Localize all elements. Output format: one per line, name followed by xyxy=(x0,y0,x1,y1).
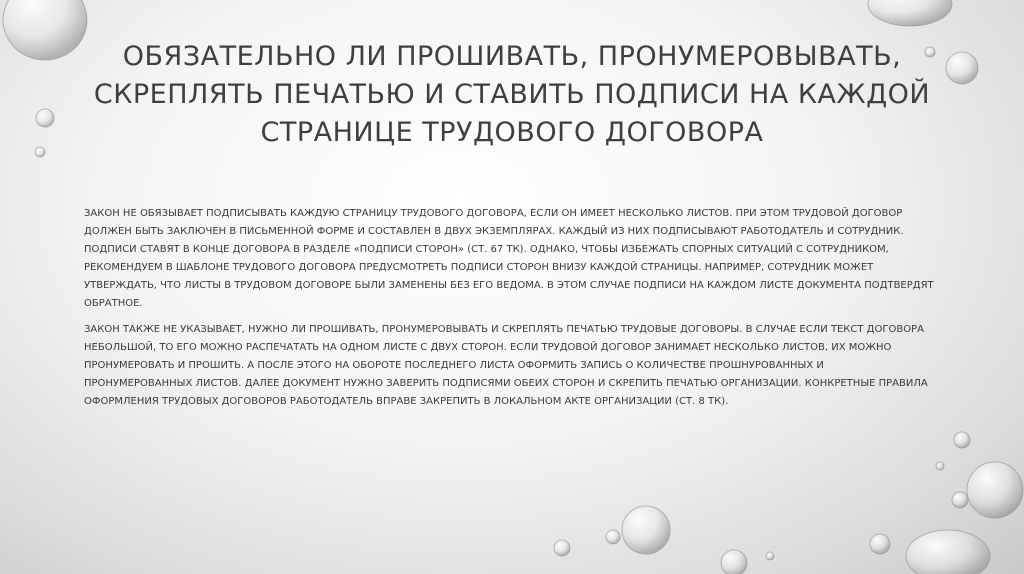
water-drop-icon xyxy=(870,534,890,554)
water-drop-icon xyxy=(868,0,952,26)
body-paragraph: ЗАКОН НЕ ОБЯЗЫВАЕТ ПОДПИСЫВАТЬ КАЖДУЮ СТРАНИЦУ ТРУДОВОГО ДОГОВОРА, ЕСЛИ ОН ИМЕЕТ НЕСКОЛЬКО ЛИСТОВ. ПРИ ЭТОМ ТРУДОВОЙ ДОГОВОР ДОЛЖЕН БЫТЬ ЗАКЛЮЧЕН В ПИСЬМЕННОЙ ФОРМЕ И СОСТАВЛЕН В ДВУХ ЭКЗЕМПЛЯРАХ. КАЖДЫЙ ИЗ НИХ ПОДПИСЫВАЮТ РАБОТОДАТЕЛЬ И СОТРУДНИК. ПОДПИСИ СТАВЯТ В КОНЦЕ ДОГОВОРА В РАЗДЕЛЕ «ПОДПИСИ СТОРОН» (СТ. 67 ТК). ОДНАКО, ЧТОБЫ ИЗБЕЖАТЬ СПОРНЫХ СИТУАЦИЙ С СОТРУДНИКОМ, РЕКОМЕНДУЕМ В ШАБЛОНЕ ТРУДОВОГО ДОГОВОРА ПРЕДУСМОТРЕТЬ ПОДПИСИ СТОРОН ВНИЗУ КАЖДОЙ СТРАНИЦЫ. НАПРИМЕР, СОТРУДНИК МОЖЕТ УТВЕРЖДАТЬ, ЧТО ЛИСТЫ В ТРУДОВОМ ДОГОВОРЕ БЫЛИ ЗАМЕНЕНЫ БЕЗ ЕГО ВЕДОМА. В ЭТОМ СЛУЧАЕ ПОДПИСИ НА КАЖДОМ ЛИСТЕ ДОКУМЕНТА ПОДТВЕРДЯТ ОБРАТНОЕ. xyxy=(84,208,934,309)
water-drop-icon xyxy=(606,530,620,544)
water-drop-icon xyxy=(936,462,944,470)
slide-body xyxy=(84,205,934,419)
water-drop-icon xyxy=(554,540,570,556)
slide-title: ОБЯЗАТЕЛЬНО ЛИ ПРОШИВАТЬ, ПРОНУМЕРОВЫВАТЬ, СКРЕПЛЯТЬ ПЕЧАТЬЮ И СТАВИТЬ ПОДПИСИ НА КАЖДОЙ СТРАНИЦЕ ТРУДОВОГО ДОГОВОРА xyxy=(93,41,931,148)
water-drop-icon xyxy=(36,109,54,127)
water-drop-icon xyxy=(952,492,968,508)
water-drop-icon xyxy=(622,506,670,554)
body-paragraph: ЗАКОН ТАКЖЕ НЕ УКАЗЫВАЕТ, НУЖНО ЛИ ПРОШИВАТЬ, ПРОНУМЕРОВЫВАТЬ И СКРЕПЛЯТЬ ПЕЧАТЬЮ ТРУДОВЫЕ ДОГОВОРЫ. В СЛУЧАЕ ЕСЛИ ТЕКСТ ДОГОВОРА НЕБОЛЬШОЙ, ТО ЕГО МОЖНО РАСПЕЧАТАТЬ НА ОДНОМ ЛИСТЕ С ДВУХ СТОРОН. ЕСЛИ ТРУДОВОЙ ДОГОВОР ЗАНИМАЕТ НЕСКОЛЬКО ЛИСТОВ, ИХ МОЖНО ПРОНУМЕРОВАТЬ И ПРОШИТЬ. А ПОСЛЕ ЭТОГО НА ОБОРОТЕ ПОСЛЕДНЕГО ЛИСТА ОФОРМИТЬ ЗАПИСЬ О КОЛИЧЕСТВЕ ПРОШНУРОВАННЫХ И ПРОНУМЕРОВАННЫХ ЛИСТОВ. ДАЛЕЕ ДОКУМЕНТ НУЖНО ЗАВЕРИТЬ ПОДПИСЯМИ ОБЕИХ СТОРОН И СКРЕПИТЬ ПЕЧАТЬЮ ОРГАНИЗАЦИИ. КОНКРЕТНЫЕ ПРАВИЛА ОФОРМЛЕНИЯ ТРУДОВЫХ ДОГОВОРОВ РАБОТОДАТЕЛЬ ВПРАВЕ ЗАКРЕПИТЬ В ЛОКАЛЬНОМ АКТЕ ОРГАНИЗАЦИИ (СТ. 8 ТК). xyxy=(84,324,928,407)
water-drop-icon xyxy=(766,552,774,560)
water-drop-icon xyxy=(35,147,45,157)
water-drop-icon xyxy=(967,462,1023,518)
water-drop-icon xyxy=(906,530,990,574)
water-drop-icon xyxy=(954,432,970,448)
water-drop-icon xyxy=(721,550,747,574)
